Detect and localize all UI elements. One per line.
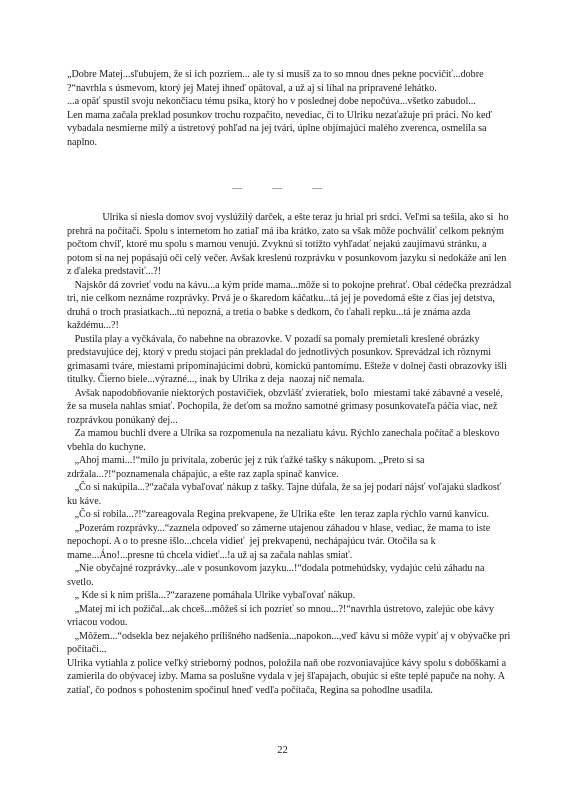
paragraph: „Matej mi ich požičal...ak chceš...môžeš si ich pozrieť so mnou...?!“navrhla ústretovo, zalejúc obe kávy vriacou vodou. bbox=[67, 603, 497, 628]
paragraph: „ Kde si k nim prišla...?“zarazene pomáhala Ulrike vybaľovať nákup. bbox=[67, 590, 356, 601]
section-divider bbox=[232, 183, 322, 194]
paragraph: Ulrika vytiahla z police veľký strieborný podnos, položila naň obe rozvoniavajúce kávy spolu s dobőškami a zamierila do obývacej izby. Mama sa poslušne vydala v jej šľapajach, obujúc si ešte teplé papuče na nohy. A zatiaľ, čo podnos s pohostením spočinul hneď vedľa počítača, Regina sa pohodlne usadila. bbox=[67, 657, 509, 696]
text-block-top bbox=[67, 68, 512, 149]
divider-dash: — bbox=[272, 183, 282, 194]
paragraph: „Dobre Matej...sľubujem, že si ich pozriem... ale ty si musíš za to so mnou dnes pekne pocvičiť...dobre ?“navrhla s úsmevom, ktorý jej Matej ihneď opätoval, a už aj si líhal na pripravené lehátko. bbox=[67, 69, 484, 94]
paragraph: Avšak napodobňovanie niektorých postavičiek, obzvlášť zvieratiek, bolo miestami také zábavné a veselé, že sa musela nahlas smiať. Pochopila, že deťom sa možno samotné grimasy posunkovateľa páčia viac, než rozprávkou ponúkaný dej... bbox=[67, 387, 506, 426]
paragraph: „Ahoj mami...!“milo ju privítala, zoberúc jej z rúk ťažké tašky s nákupom. „Preto si sa zdržala...?!“poznamenala chápajúc, a ešte raz zapla spínač kanvice. bbox=[67, 455, 428, 480]
paragraph: Za mamou buchli dvere a Ulrika sa rozpomenula na nezaliatu kávu. Rýchlo zanechala počítač a bleskovo vbehla do kuchyne. bbox=[67, 428, 502, 453]
paragraph: Len mama začala preklad posunkov trochu rozpačito, nevediac, či to Ulriku nezaťažuje pri práci. No keď vybadala nesmierne milý a ústretový pohľad na jej tvári, úplne objímajúci malého zverenca, osmelila sa naplno. bbox=[67, 109, 493, 148]
paragraph: „Nie obyčajné rozprávky...ale v posunkovom jazyku...!“dodala potmehúdsky, vydajúc celú záhadu na svetlo. bbox=[67, 563, 487, 588]
paragraph: Pustila play a vyčkávala, čo nabehne na obrazovke. V pozadí sa pomaly premietali kreslené obrázky predstavujúce dej, ktorý v predu stojaci pán prekladal do jednotlivých posunkov. Sprevádzal ich rôznymi grimasami tváre, miestami pripomínajúcimi dobrú, komickú pantomímu. Ešteže v dolnej časti obrazovky išli titulky. Čierno biele...výrazné..., inak by Ulrika z deja naozaj nič nemala. bbox=[67, 333, 510, 385]
divider-dash: — bbox=[312, 183, 322, 194]
text-block-main bbox=[67, 211, 512, 697]
paragraph: „Čo si robila...?!“zareagovala Regina prekvapene, že Ulrika ešte len teraz zapla rýchlo varnú kanvicu. bbox=[67, 509, 490, 520]
paragraph: ...a opäť spustil svoju nekončiacu tému psíka, ktorý ho v poslednej dobe nepočúva...všetko zabudol... bbox=[67, 96, 476, 107]
paragraph: „Pozerám rozprávky...“zaznela odpoveď so zámerne utajenou záhadou v hlase, vediac, že mama to iste nepochopí. A o to presne išlo...chcela vidieť jej prekvapenú, nechápajúcu tvár. Otočila sa k mame...Áno!...presne tú chcela vidieť...!a už aj sa začala nahlas smiať. bbox=[67, 522, 493, 561]
paragraph: Najskôr dá zovrieť vodu na kávu...a kým príde mama...môže si to pokojne prehrať. Obal cédečka prezrádzal tri, nie celkom neznáme rozprávky. Prvá je o škaredom káčatku...tá jej je povedomá ešte z čias jej detstva, druhá o troch prasiatkach...tú nepozná, a tretia o babke s dedkom, čo ťahali repku...tá je známa azda každému...?! bbox=[67, 279, 514, 331]
page-number: 22 bbox=[277, 745, 288, 756]
paragraph: „Môžem...“odsekla bez nejakého prílišného nadšenia...napokon...,veď kávu si môže vypiť aj v obývačke pri počítači... bbox=[67, 630, 513, 655]
divider-dash: — bbox=[232, 183, 242, 194]
paragraph: Ulrika si niesla domov svoj vyslúžilý darček, a ešte teraz ju hrial pri srdci. Veľmi sa tešila, ako si ho prehrá na počítači. Spolu s internetom ho zatiaľ má iba krátko, zato sa však môže pochváliť celkom pekným počtom chvíľ, ktoré mu spolu s marnou venujú. Zvyknú si totižto vyhľadať nejakú zaujímavú stránku, a potom si na nej popásajú oči celý večer. Avšak kreslenú rozprávku v posunkovom jazyku si nedokáže ani len z ďaleka predstaviť...?! bbox=[67, 212, 512, 277]
paragraph: „Čo si nakúpila...?“začala vybaľovať nákup z tašky. Tajne dúfala, že sa jej podarí nájsť voľajakú sladkosť ku káve. bbox=[67, 482, 504, 507]
